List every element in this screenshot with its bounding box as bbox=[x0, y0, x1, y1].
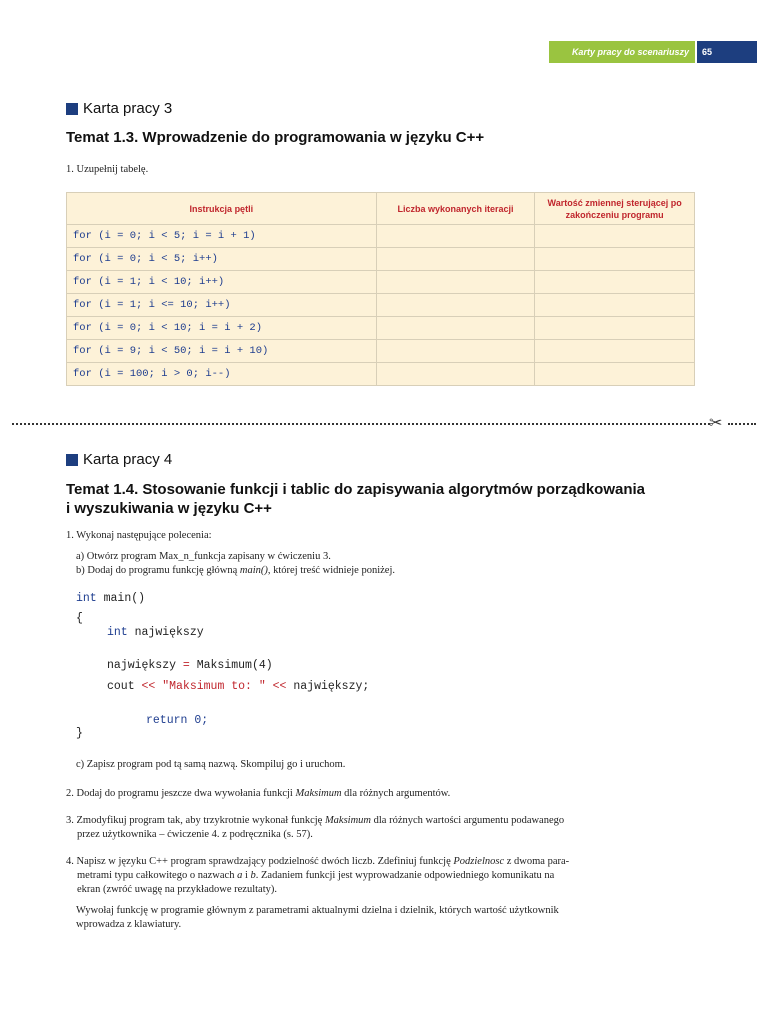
code-text: Maksimum(4) bbox=[189, 659, 273, 672]
code-keyword: int bbox=[107, 626, 128, 639]
final-value-cell[interactable] bbox=[535, 363, 695, 386]
card4-task4-line2 bbox=[77, 869, 554, 883]
code-line-6 bbox=[146, 714, 208, 728]
code-text: największy bbox=[107, 659, 183, 672]
code-line-2: { bbox=[76, 612, 83, 625]
task2-function-name: Maksimum bbox=[295, 788, 342, 799]
card4-title bbox=[66, 451, 172, 468]
loop-cell: for (i = 0; i < 10; i = i + 2) bbox=[67, 317, 377, 340]
card3-title bbox=[66, 100, 172, 117]
loop-cell: for (i = 100; i > 0; i--) bbox=[67, 363, 377, 386]
card3-title-text: Karta pracy 3 bbox=[83, 100, 173, 117]
table-row bbox=[67, 363, 695, 386]
page-header bbox=[549, 41, 757, 63]
card4-task4-line3: ekran (zwróć uwagę na przykładowe rezultaty). bbox=[77, 884, 277, 895]
code-operator: << bbox=[141, 680, 156, 693]
card4-task4-p2-line1: Wywołaj funkcję w programie głównym z parametrami aktualnymi dzielna i dzielnik, których wartość użytkownik bbox=[76, 905, 559, 916]
task3-function-name: Maksimum bbox=[324, 815, 372, 826]
card4-task2 bbox=[66, 787, 450, 801]
card4-topic-line2: i wyszukiwania w języku C++ bbox=[66, 500, 272, 517]
task4-l2-text-end: . Zadaniem funkcji jest wyprowadzanie odpowiedniego komunikatu na bbox=[255, 870, 555, 881]
code-text: cout bbox=[107, 680, 142, 693]
card4-task1: 1. Wykonaj następujące polecenia: bbox=[66, 530, 212, 541]
task1b-function-name: main() bbox=[239, 565, 268, 576]
task4-function-name: Podzielnosc bbox=[453, 856, 505, 867]
iterations-cell[interactable] bbox=[376, 363, 535, 386]
table-header-cell: Liczba wykonanych iteracji bbox=[376, 193, 535, 225]
loop-cell: for (i = 1; i <= 10; i++) bbox=[67, 294, 377, 317]
code-text: 0; bbox=[187, 714, 209, 727]
card4-task1b bbox=[76, 564, 395, 578]
code-line-7: } bbox=[76, 727, 83, 740]
table-row bbox=[67, 340, 695, 363]
loop-cell: for (i = 0; i < 5; i++) bbox=[67, 248, 377, 271]
table-row bbox=[67, 317, 695, 340]
final-value-cell[interactable] bbox=[535, 317, 695, 340]
iterations-cell[interactable] bbox=[376, 340, 535, 363]
table-row bbox=[67, 294, 695, 317]
square-bullet-icon bbox=[66, 103, 78, 115]
card3-task1: 1. Uzupełnij tabelę. bbox=[66, 164, 149, 175]
card4-task1a: a) Otwórz program Max_n_funkcja zapisany w ćwiczeniu 3. bbox=[76, 551, 331, 562]
table-row bbox=[67, 225, 695, 248]
card4-topic bbox=[66, 480, 645, 518]
task4-l2-text: metrami typu całkowitego o nazwach bbox=[77, 870, 238, 881]
task2-text: 2. Dodaj do programu jeszcze dwa wywołania funkcji bbox=[66, 788, 296, 799]
task4-text: 4. Napisz w języku C++ program sprawdzający podzielność dwóch liczb. Zdefiniuj funkcję bbox=[66, 856, 454, 867]
final-value-cell[interactable] bbox=[535, 271, 695, 294]
code-line-3 bbox=[107, 626, 204, 640]
card4-title-text: Karta pracy 4 bbox=[83, 451, 173, 468]
card4-task4 bbox=[66, 855, 569, 869]
param-b: b bbox=[250, 870, 256, 881]
table-header-cell: Wartość zmiennej sterującej po zakończeniu programu bbox=[535, 193, 695, 225]
code-keyword: int bbox=[76, 592, 97, 605]
param-a: a bbox=[237, 870, 243, 881]
code-operator: << bbox=[272, 680, 287, 693]
task3-text-end: dla różnych wartości argumentu podawanego bbox=[371, 815, 565, 826]
code-keyword: return bbox=[146, 714, 188, 727]
scissors-icon: ✂ bbox=[709, 415, 723, 432]
code-line-4 bbox=[107, 659, 273, 673]
task1b-text-end: , której treść widnieje poniżej. bbox=[267, 565, 395, 576]
code-line-1 bbox=[76, 592, 145, 606]
card4-task1c: c) Zapisz program pod tą samą nazwą. Skompiluj go i uruchom. bbox=[76, 759, 346, 770]
page-number: 65 bbox=[695, 41, 757, 63]
table-row bbox=[67, 271, 695, 294]
loop-cell: for (i = 0; i < 5; i = i + 1) bbox=[67, 225, 377, 248]
loop-table bbox=[66, 192, 695, 386]
card4-task3-line2: przez użytkownika – ćwiczenie 4. z podręcznika (s. 57). bbox=[77, 829, 313, 840]
cut-line-end bbox=[728, 423, 756, 425]
final-value-cell[interactable] bbox=[535, 340, 695, 363]
iterations-cell[interactable] bbox=[376, 271, 535, 294]
card4-topic-line1: Temat 1.4. Stosowanie funkcji i tablic do zapisywania algorytmów porządkowania bbox=[66, 481, 646, 498]
code-line-5 bbox=[107, 680, 369, 694]
iterations-cell[interactable] bbox=[376, 225, 535, 248]
iterations-cell[interactable] bbox=[376, 294, 535, 317]
square-bullet-icon bbox=[66, 454, 78, 466]
final-value-cell[interactable] bbox=[535, 248, 695, 271]
cut-line bbox=[12, 423, 710, 425]
loop-cell: for (i = 1; i < 10; i++) bbox=[67, 271, 377, 294]
task2-text-end: dla różnych argumentów. bbox=[341, 788, 451, 799]
task4-l2-and: i bbox=[242, 870, 251, 881]
code-text: największy; bbox=[286, 680, 370, 693]
task3-text: 3. Zmodyfikuj program tak, aby trzykrotnie wykonał funkcję bbox=[66, 815, 325, 826]
code-operator: = bbox=[182, 659, 190, 672]
loop-cell: for (i = 9; i < 50; i = i + 10) bbox=[67, 340, 377, 363]
table-header-cell: Instrukcja pętli bbox=[67, 193, 377, 225]
task1b-text: b) Dodaj do programu funkcję główną bbox=[76, 565, 240, 576]
table-header-row bbox=[67, 193, 695, 225]
task4-text-end: z dwoma para- bbox=[504, 856, 570, 867]
section-label: Karty pracy do scenariuszy bbox=[549, 41, 695, 63]
iterations-cell[interactable] bbox=[376, 248, 535, 271]
code-text: największy bbox=[127, 626, 204, 639]
card4-task3 bbox=[66, 814, 564, 828]
code-text: main() bbox=[96, 592, 146, 605]
table-row bbox=[67, 248, 695, 271]
final-value-cell[interactable] bbox=[535, 294, 695, 317]
final-value-cell[interactable] bbox=[535, 225, 695, 248]
card4-task4-p2-line2: wprowadza z klawiatury. bbox=[76, 919, 182, 930]
card3-topic: Temat 1.3. Wprowadzenie do programowania w języku C++ bbox=[66, 129, 485, 146]
iterations-cell[interactable] bbox=[376, 317, 535, 340]
code-string: "Maksimum to: " bbox=[155, 680, 273, 693]
